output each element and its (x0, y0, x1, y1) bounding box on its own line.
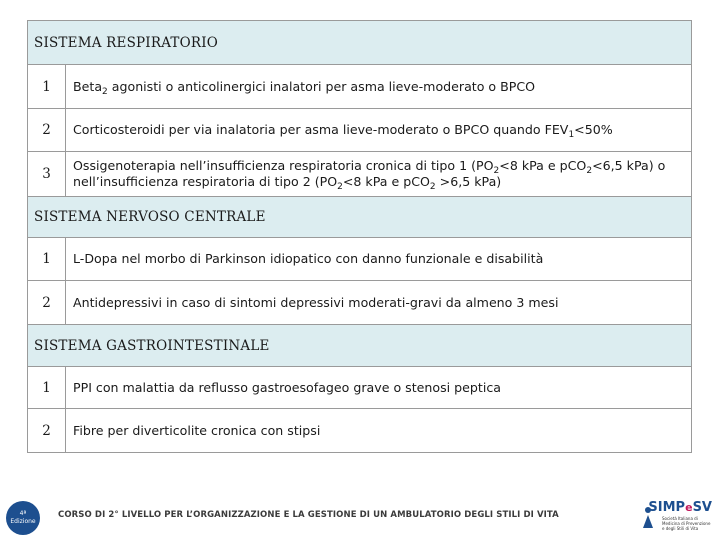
row-text: Fibre per diverticolite cronica con stipsi (66, 409, 692, 453)
section-header-respiratorio (28, 21, 692, 65)
row-number: 1 (28, 238, 66, 281)
section-title: SISTEMA RESPIRATORIO (28, 21, 692, 65)
row-text: L-Dopa nel morbo di Parkinson idiopatico con danno funzionale e disabilità (66, 238, 692, 281)
row-number: 1 (28, 65, 66, 109)
simpesv-logo: SIMPeSV Società Italiana di Medicina di Prevenzione e degli Stili di Vita (640, 500, 716, 538)
table-row (28, 409, 692, 453)
row-text: Beta$_2$ agonisti o anticolinergici inalatori per asma lieve-moderato o BPCO (66, 65, 692, 109)
table-row (28, 152, 692, 197)
table-row (28, 367, 692, 409)
section-title: SISTEMA NERVOSO CENTRALE (28, 197, 692, 238)
criteria-table (27, 20, 692, 453)
course-title: CORSO DI 2° LIVELLO PER L’ORGANIZZAZIONE E LA GESTIONE DI UN AMBULATORIO DEGLI STILI DI VITA (58, 510, 559, 520)
edition-badge: 4ª Edizione (6, 501, 40, 535)
row-text: Antidepressivi in caso di sintomi depressivi moderati-gravi da almeno 3 mesi (66, 281, 692, 325)
table-row (28, 109, 692, 152)
section-header-nervoso (28, 197, 692, 238)
row-number: 2 (28, 281, 66, 325)
footer-bar (0, 496, 720, 540)
row-text: Ossigenoterapia nell’insufficienza respiratoria cronica di tipo 1 ($PO_2<8$ kPa e pCO$_2$<6,5 kPa) o nell’insufficienza respiratoria di tipo 2 ($PO_2<8$ kPa e pCO$_2$ >6,5 kPa) (66, 152, 692, 197)
table-row (28, 281, 692, 325)
row-number: 1 (28, 367, 66, 409)
row-number: 3 (28, 152, 66, 197)
section-header-gastro (28, 325, 692, 367)
row-text: PPI con malattia da reflusso gastroesofageo grave o stenosi peptica (66, 367, 692, 409)
table-row (28, 238, 692, 281)
row-number: 2 (28, 409, 66, 453)
row-text: Corticosteroidi per via inalatoria per asma lieve-moderato o BPCO quando $FEV_1<50\%$ (66, 109, 692, 152)
section-title: SISTEMA GASTROINTESTINALE (28, 325, 692, 367)
table-row (28, 65, 692, 109)
row-number: 2 (28, 109, 66, 152)
